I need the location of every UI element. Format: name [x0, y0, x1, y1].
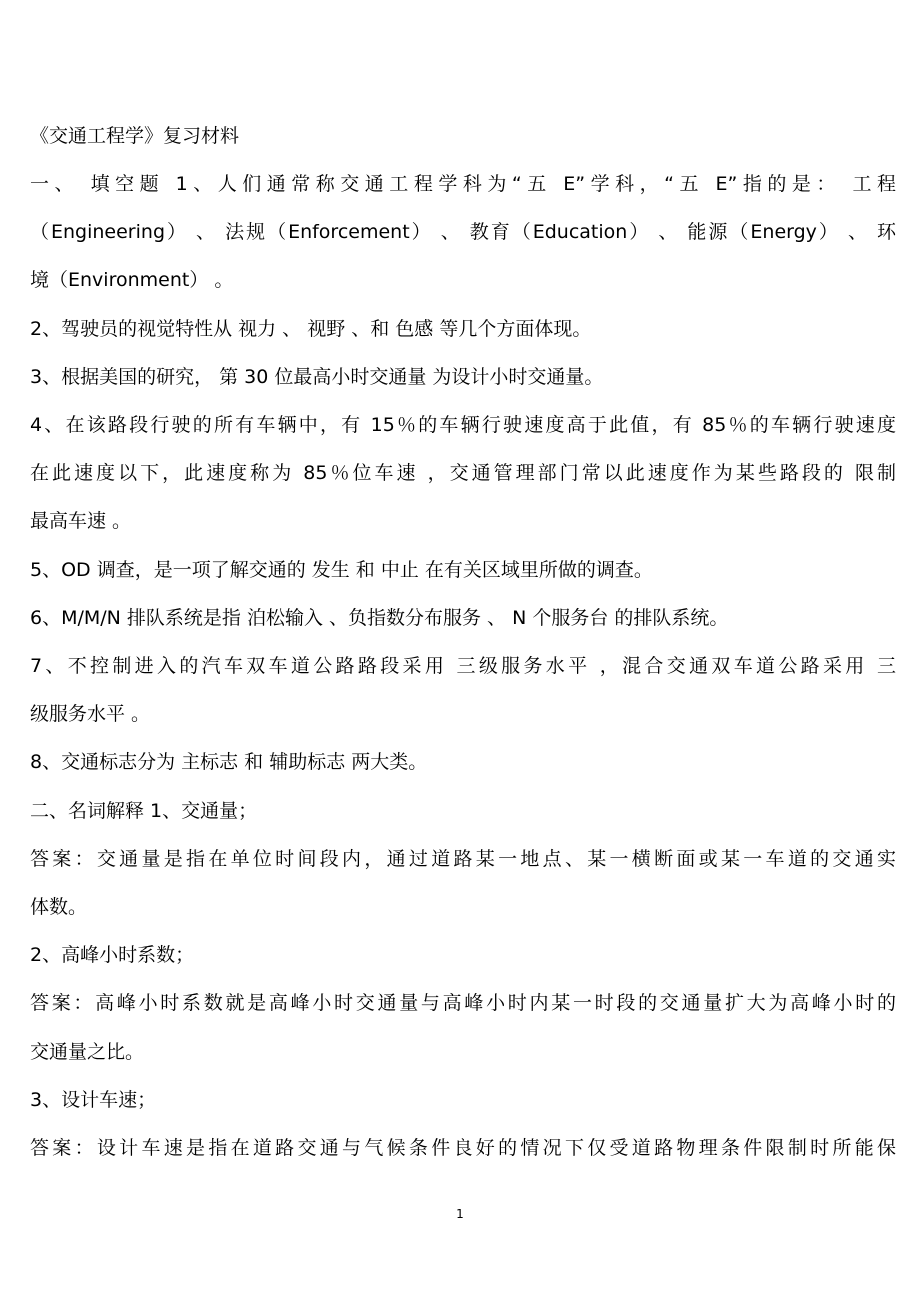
- text-line: 5、OD 调查，是一项了解交通的 发生 和 中止 在有关区域里所做的调查。: [30, 559, 653, 581]
- text-line: 二、名词解释 1、交通量；: [30, 800, 258, 822]
- text-line: 体数。: [30, 896, 88, 918]
- text-line: 境（Environment） 。: [30, 269, 234, 291]
- text-line: 级服务水平 。: [30, 703, 151, 725]
- text-line: 答案：设计车速是指在道路交通与气候条件良好的情况下仅受道路物理条件限制时所能保: [30, 1137, 896, 1159]
- text-line: 3、根据美国的研究， 第 30 位最高小时交通量 为设计小时交通量。: [30, 366, 604, 388]
- text-line: 交通量之比。: [30, 1041, 145, 1063]
- text-line: 3、设计车速；: [30, 1089, 157, 1111]
- text-line: 一、 填空题 1、人们通常称交通工程学科为“五 E”学科，“五 E”指的是： 工程: [30, 173, 896, 195]
- document-title: 《交通工程学》复习材料: [30, 125, 240, 147]
- text-line: 最高车速 。: [30, 510, 132, 532]
- text-line: 2、高峰小时系数；: [30, 944, 195, 966]
- text-line: （Engineering） 、 法规（Enforcement） 、 教育（Education） 、 能源（Energy） 、 环: [30, 221, 896, 243]
- text-line: 2、驾驶员的视觉特性从 视力 、 视野 、和 色感 等几个方面体现。: [30, 318, 592, 340]
- text-line: 4、在该路段行驶的所有车辆中，有 15％的车辆行驶速度高于此值，有 85％的车辆行驶速度: [30, 414, 896, 436]
- text-line: 6、M/M/N 排队系统是指 泊松输入 、负指数分布服务 、 N 个服务台 的排队系统。: [30, 607, 729, 629]
- page-number: 1: [456, 1207, 464, 1221]
- text-line: 在此速度以下，此速度称为 85％位车速 ，交通管理部门常以此速度作为某些路段的 限制: [30, 462, 896, 484]
- text-line: 7、不控制进入的汽车双车道公路路段采用 三级服务水平 ，混合交通双车道公路采用 三: [30, 655, 896, 677]
- text-line: 答案：交通量是指在单位时间段内，通过道路某一地点、某一横断面或某一车道的交通实: [30, 848, 896, 870]
- text-line: 答案：高峰小时系数就是高峰小时交通量与高峰小时内某一时段的交通量扩大为高峰小时的: [30, 992, 896, 1014]
- text-line: 8、交通标志分为 主标志 和 辅助标志 两大类。: [30, 751, 428, 773]
